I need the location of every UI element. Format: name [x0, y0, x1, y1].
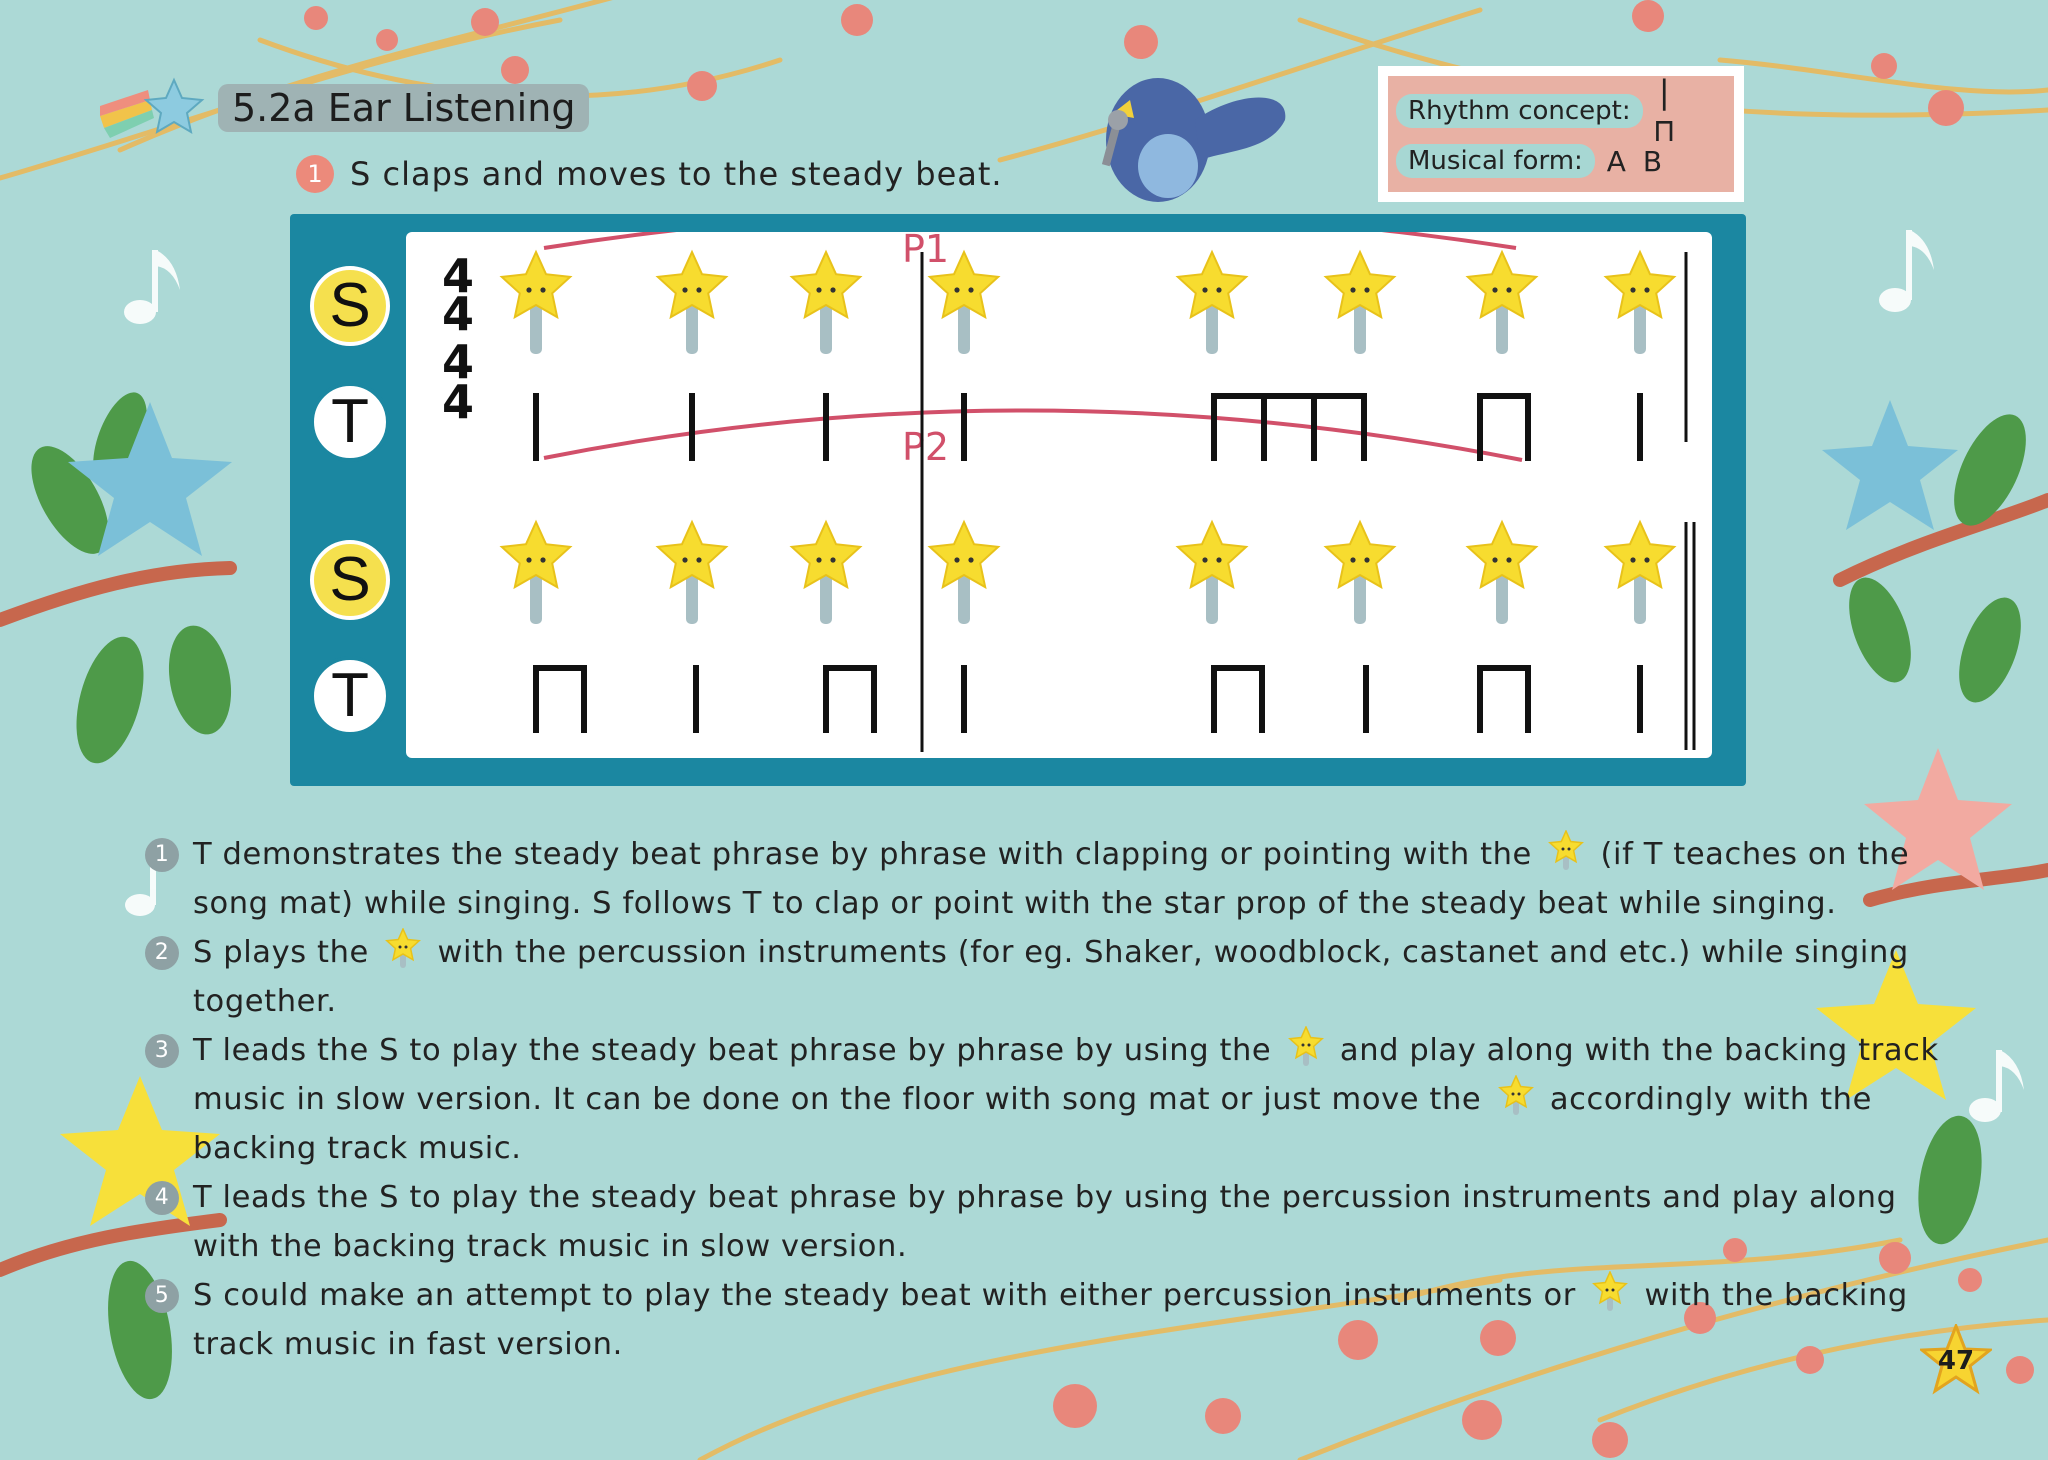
star-eye — [830, 557, 835, 562]
shooting-star-icon — [100, 76, 210, 140]
time-signature-digit: 4 — [441, 249, 475, 303]
time-signature-digit: 4 — [441, 375, 475, 429]
star-eye — [1202, 287, 1207, 292]
star-eye — [526, 287, 531, 292]
row-label-t2: T — [310, 656, 390, 736]
star-eye — [1492, 287, 1497, 292]
star-eye — [1630, 287, 1635, 292]
instruction-item — [145, 830, 1965, 928]
star-prop-icon — [1492, 1075, 1540, 1115]
star-eye — [1216, 557, 1221, 562]
instruction-text: (if T teaches on the song mat) while singing. S follows T to clap or point with the star prop of the steady beat while singing. — [193, 837, 1910, 921]
phrase-label-p2: P2 — [902, 425, 950, 469]
star-eye — [954, 557, 959, 562]
musical-form-value: A B — [1606, 144, 1667, 178]
instruction-list — [145, 830, 1965, 1369]
row-label-s2: S — [310, 540, 390, 620]
row-label-s1: S — [310, 266, 390, 346]
instruction-item — [145, 1173, 1965, 1271]
instruction-text: T demonstrates the steady beat phrase by phrase with clapping or pointing with the — [193, 837, 1532, 872]
instruction-item — [145, 1271, 1965, 1369]
instruction-number: 3 — [145, 1034, 179, 1068]
instruction-number: 1 — [145, 838, 179, 872]
instruction-text: and play along with the backing track music in slow version. It can be done on the floor with song mat or just move the — [193, 1033, 1939, 1117]
star-eye — [1630, 557, 1635, 562]
instruction-number: 4 — [145, 1181, 179, 1215]
star-eye — [1202, 557, 1207, 562]
rhythm-ti-ti — [536, 668, 584, 730]
star-eye — [816, 287, 821, 292]
rhythm-concept-row — [1396, 73, 1726, 149]
star-eye — [1644, 557, 1649, 562]
concept-info-box — [1378, 66, 1744, 202]
star-eye — [1492, 557, 1497, 562]
star-eye — [682, 287, 687, 292]
phrase-arc-p1 — [544, 232, 1516, 248]
score-paper — [406, 232, 1712, 758]
instruction-item — [145, 1026, 1965, 1173]
rhythm-ti-ti — [826, 668, 874, 730]
instruction-number: 5 — [145, 1279, 179, 1313]
musical-form-label: Musical form: — [1396, 144, 1595, 178]
row-label-t1: T — [310, 382, 390, 462]
star-prop-icon — [1282, 1026, 1330, 1066]
star-eye — [968, 557, 973, 562]
instruction-item — [145, 928, 1965, 1026]
star-eye — [696, 287, 701, 292]
instruction-text: with the percussion instruments (for eg. Shaker, woodblock, castanet and etc.) while singing together. — [193, 935, 1909, 1019]
instruction-text: with the backing track music in fast version. — [193, 1278, 1908, 1362]
step-number-badge: 1 — [296, 155, 334, 193]
star-prop-icon — [1586, 1271, 1634, 1311]
star-prop-icon — [379, 928, 427, 968]
rhythm-concept-value: | ⊓ — [1654, 73, 1680, 149]
instruction-text: T leads the S to play the steady beat phrase by phrase by using the percussion instruments and play along with the backing track music in slow version. — [193, 1180, 1897, 1264]
star-eye — [526, 557, 531, 562]
instruction-text: S plays the — [193, 935, 369, 970]
star-eye — [682, 557, 687, 562]
star-eye — [1350, 287, 1355, 292]
star-eye — [968, 287, 973, 292]
rhythm-score — [290, 214, 1746, 786]
star-eye — [540, 287, 545, 292]
star-eye — [1216, 287, 1221, 292]
star-eye — [540, 557, 545, 562]
time-signature-digit: 4 — [441, 287, 475, 341]
instruction-number: 2 — [145, 936, 179, 970]
instruction-text: accordingly with the backing track music. — [193, 1082, 1872, 1166]
page-number-badge — [1920, 1324, 1992, 1396]
rhythm-concept-label: Rhythm concept: — [1396, 94, 1643, 128]
page-number: 47 — [1937, 1346, 1975, 1376]
step-intro-text: S claps and moves to the steady beat. — [350, 155, 1003, 193]
step-intro — [296, 153, 1003, 195]
star-eye — [696, 557, 701, 562]
star-eye — [1364, 287, 1369, 292]
rhythm-ti-ti — [1480, 396, 1528, 458]
star-eye — [1506, 287, 1511, 292]
phrase-label-p1: P1 — [902, 232, 950, 271]
star-eye — [1644, 287, 1649, 292]
instruction-text: S could make an attempt to play the steady beat with either percussion instruments or — [193, 1278, 1576, 1313]
star-eye — [954, 287, 959, 292]
rhythm-ti-ti — [1480, 668, 1528, 730]
star-prop-icon — [1542, 830, 1590, 870]
star-eye — [816, 557, 821, 562]
time-signature-digit: 4 — [441, 335, 475, 389]
rhythm-ti-ti — [1214, 668, 1262, 730]
star-eye — [1506, 557, 1511, 562]
star-eye — [1350, 557, 1355, 562]
page-title: 5.2a Ear Listening — [218, 84, 589, 132]
star-eye — [1364, 557, 1369, 562]
star-eye — [830, 287, 835, 292]
instruction-text: T leads the S to play the steady beat phrase by phrase by using the — [193, 1033, 1272, 1068]
score-drawing — [406, 232, 1712, 758]
rhythm-ti-ti-ti-ti — [1214, 396, 1364, 458]
